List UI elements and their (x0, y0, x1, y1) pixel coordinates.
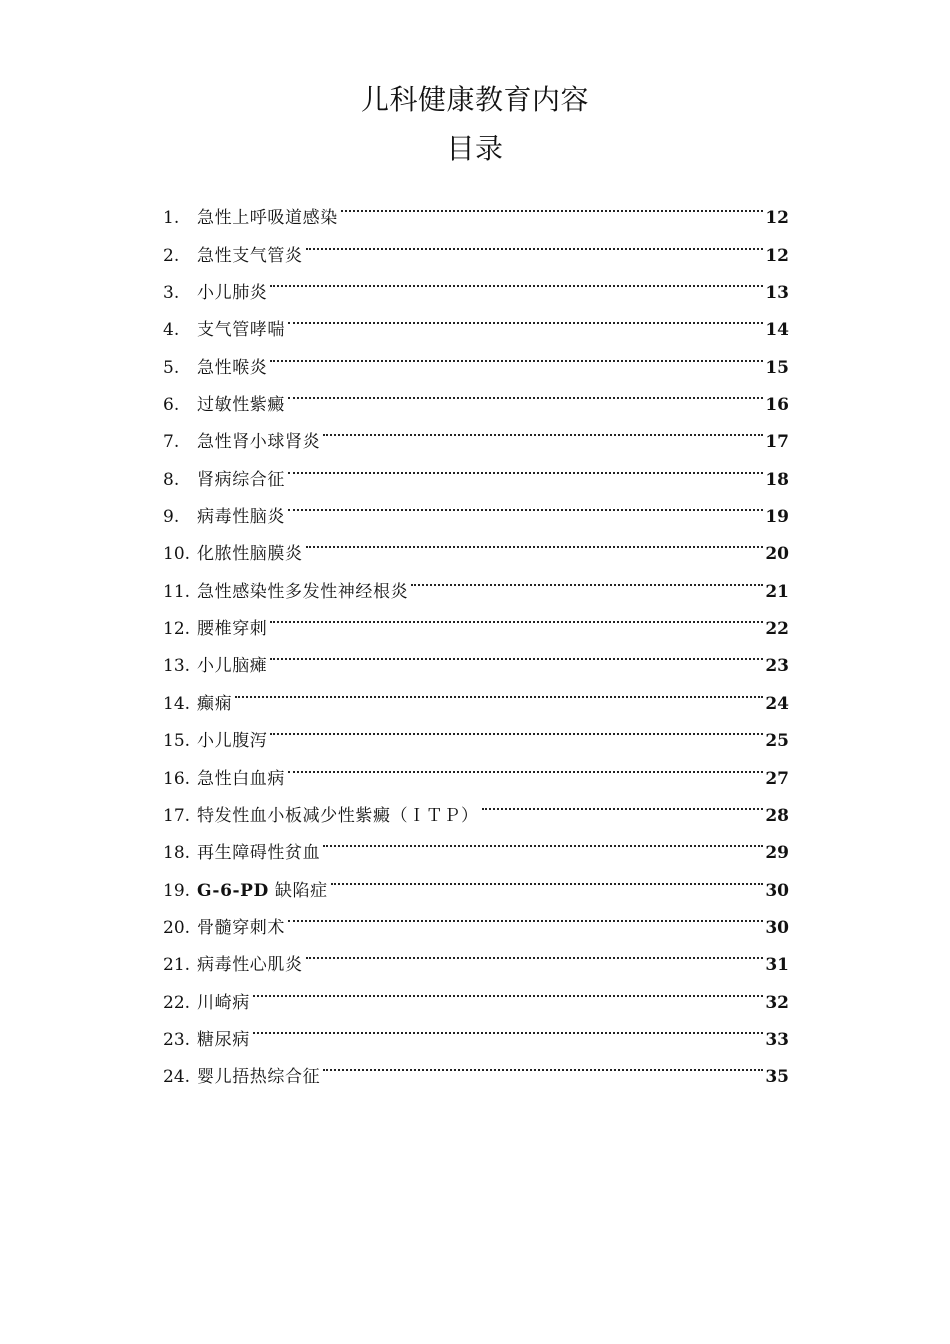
toc-entry-number: 20. (163, 917, 191, 938)
toc-dot-leader (288, 896, 763, 933)
toc-entry-page-number: 30 (765, 917, 789, 938)
toc-entry-label: 小儿腹泻 (197, 731, 268, 752)
toc-entry-page-number: 12 (765, 245, 789, 266)
toc-entry-number: 1. (163, 208, 180, 229)
toc-dot-leader (235, 671, 763, 708)
toc-entry-page-number: 13 (765, 283, 789, 304)
toc-entry-label: 糖尿病 (197, 1029, 250, 1050)
toc-dot-leader (288, 447, 763, 484)
toc-entry-number: 18. (163, 843, 191, 864)
toc-entry-label: 支气管哮喘 (197, 320, 285, 341)
toc-dot-leader (411, 559, 763, 596)
toc-entry-page-number: 22 (765, 619, 789, 640)
toc-entry-page-number: 24 (765, 693, 789, 714)
toc-entry[interactable] (163, 671, 789, 714)
document-title: 儿科健康教育内容 (360, 83, 589, 116)
toc-entry-label: 急性感染性多发性神经根炎 (197, 581, 409, 602)
toc-entry-number: 5. (163, 357, 180, 378)
toc-entry-page-number: 17 (765, 432, 789, 453)
toc-entry-number: 16. (163, 768, 191, 789)
toc-entry-label: 特发性血小板减少性紫癜（ＩＴＰ） (197, 805, 479, 826)
toc-entry-label: 小儿肺炎 (197, 283, 268, 304)
toc-entry-page-number: 33 (765, 1029, 789, 1050)
toc-entry-label: 急性肾小球肾炎 (197, 432, 321, 453)
toc-entry-label: 病毒性脑炎 (197, 507, 285, 528)
toc-dot-leader (323, 410, 763, 447)
toc-entry-number: 9. (163, 507, 180, 528)
toc-entry-label-text: 缺陷症 (274, 880, 328, 901)
toc-entry-page-number: 25 (765, 731, 789, 752)
toc-heading: 目录 (446, 132, 504, 165)
toc-entry-number: 7. (163, 432, 180, 453)
toc-entry[interactable] (163, 1008, 789, 1050)
toc-entry-label: 肾病综合征 (197, 469, 285, 490)
toc-dot-leader (270, 597, 763, 634)
toc-entry-page-number: 27 (765, 768, 789, 789)
toc-entry-number: 2. (163, 245, 180, 266)
toc-entry-label: 腰椎穿刺 (197, 619, 268, 640)
toc-entry-number: 15. (163, 731, 191, 752)
toc-entry-page-number: 21 (765, 581, 789, 602)
toc-dot-leader (288, 298, 763, 335)
toc-entry-number: 14. (163, 693, 191, 714)
toc-dot-leader (306, 933, 764, 970)
toc-entry-label: 急性上呼吸道感染 (197, 208, 338, 229)
toc-entry-page-number: 28 (765, 805, 789, 826)
toc-entry-label: 过敏性紫癜 (197, 395, 285, 416)
toc-entry-page-number: 16 (765, 395, 789, 416)
table-of-contents (163, 186, 789, 1088)
toc-dot-leader (288, 746, 763, 783)
toc-dot-leader (306, 223, 764, 260)
toc-entry[interactable] (163, 709, 789, 752)
toc-entry-page-number: 12 (765, 208, 789, 229)
toc-entry-number: 6. (163, 395, 180, 416)
toc-dot-leader (323, 821, 763, 858)
toc-entry-label: 川崎病 (197, 992, 250, 1013)
toc-entry[interactable] (163, 1045, 789, 1088)
toc-entry-page-number: 14 (765, 320, 789, 341)
toc-entry-label: 小儿脑瘫 (197, 656, 268, 677)
toc-entry-number: 24. (163, 1067, 191, 1088)
toc-entry-page-number: 19 (765, 507, 789, 528)
toc-entry-label: 化脓性脑膜炎 (197, 544, 303, 565)
toc-entry-label: 再生障碍性贫血 (197, 843, 321, 864)
toc-entry-number: 13. (163, 656, 191, 677)
toc-entry-page-number: 35 (765, 1067, 789, 1088)
toc-entry[interactable] (163, 186, 789, 229)
toc-dot-leader (270, 634, 763, 671)
toc-entry-label: 急性白血病 (197, 768, 285, 789)
toc-entry-number: 22. (163, 992, 191, 1013)
toc-entry-label: 婴儿捂热综合征 (197, 1067, 321, 1088)
toc-entry-label: 急性支气管炎 (197, 245, 303, 266)
toc-entry[interactable] (163, 970, 789, 1013)
toc-entry-page-number: 23 (765, 656, 789, 677)
toc-entry-label: 急性喉炎 (197, 357, 268, 378)
toc-dot-leader (253, 970, 764, 1007)
toc-entry-page-number: 31 (765, 955, 789, 976)
toc-entry-page-number: 20 (765, 544, 789, 565)
toc-entry-page-number: 32 (765, 992, 789, 1013)
toc-entry-number: 23. (163, 1029, 191, 1050)
toc-entry-number: 19. (163, 880, 191, 901)
toc-entry-number: 17. (163, 805, 191, 826)
toc-entry-number: 10. (163, 544, 191, 565)
toc-entry-number: 12. (163, 619, 191, 640)
toc-entry-number: 11. (163, 581, 191, 602)
toc-entry-label: 骨髓穿刺术 (197, 917, 285, 938)
toc-entry-page-number: 18 (765, 469, 789, 490)
toc-entry-page-number: 30 (765, 880, 789, 901)
toc-dot-leader (306, 522, 764, 559)
toc-entry-page-number: 29 (765, 843, 789, 864)
toc-entry-page-number: 15 (765, 357, 789, 378)
toc-dot-leader (482, 784, 764, 821)
toc-entry-number: 21. (163, 955, 191, 976)
toc-dot-leader (331, 858, 764, 895)
toc-entry-number: 4. (163, 320, 180, 341)
toc-dot-leader (288, 485, 763, 522)
toc-dot-leader (253, 1008, 764, 1045)
toc-entry-label: 病毒性心肌炎 (197, 955, 303, 976)
toc-dot-leader (341, 186, 764, 223)
toc-dot-leader (270, 335, 763, 372)
toc-entry-label-bold: G-6-PD (197, 880, 269, 901)
toc-entry-number: 8. (163, 469, 180, 490)
toc-dot-leader (323, 1045, 763, 1082)
toc-dot-leader (270, 261, 763, 298)
toc-dot-leader (288, 373, 763, 410)
toc-entry-label: 癫痫 (197, 693, 233, 714)
toc-dot-leader (270, 709, 763, 746)
toc-entry-number: 3. (163, 283, 180, 304)
